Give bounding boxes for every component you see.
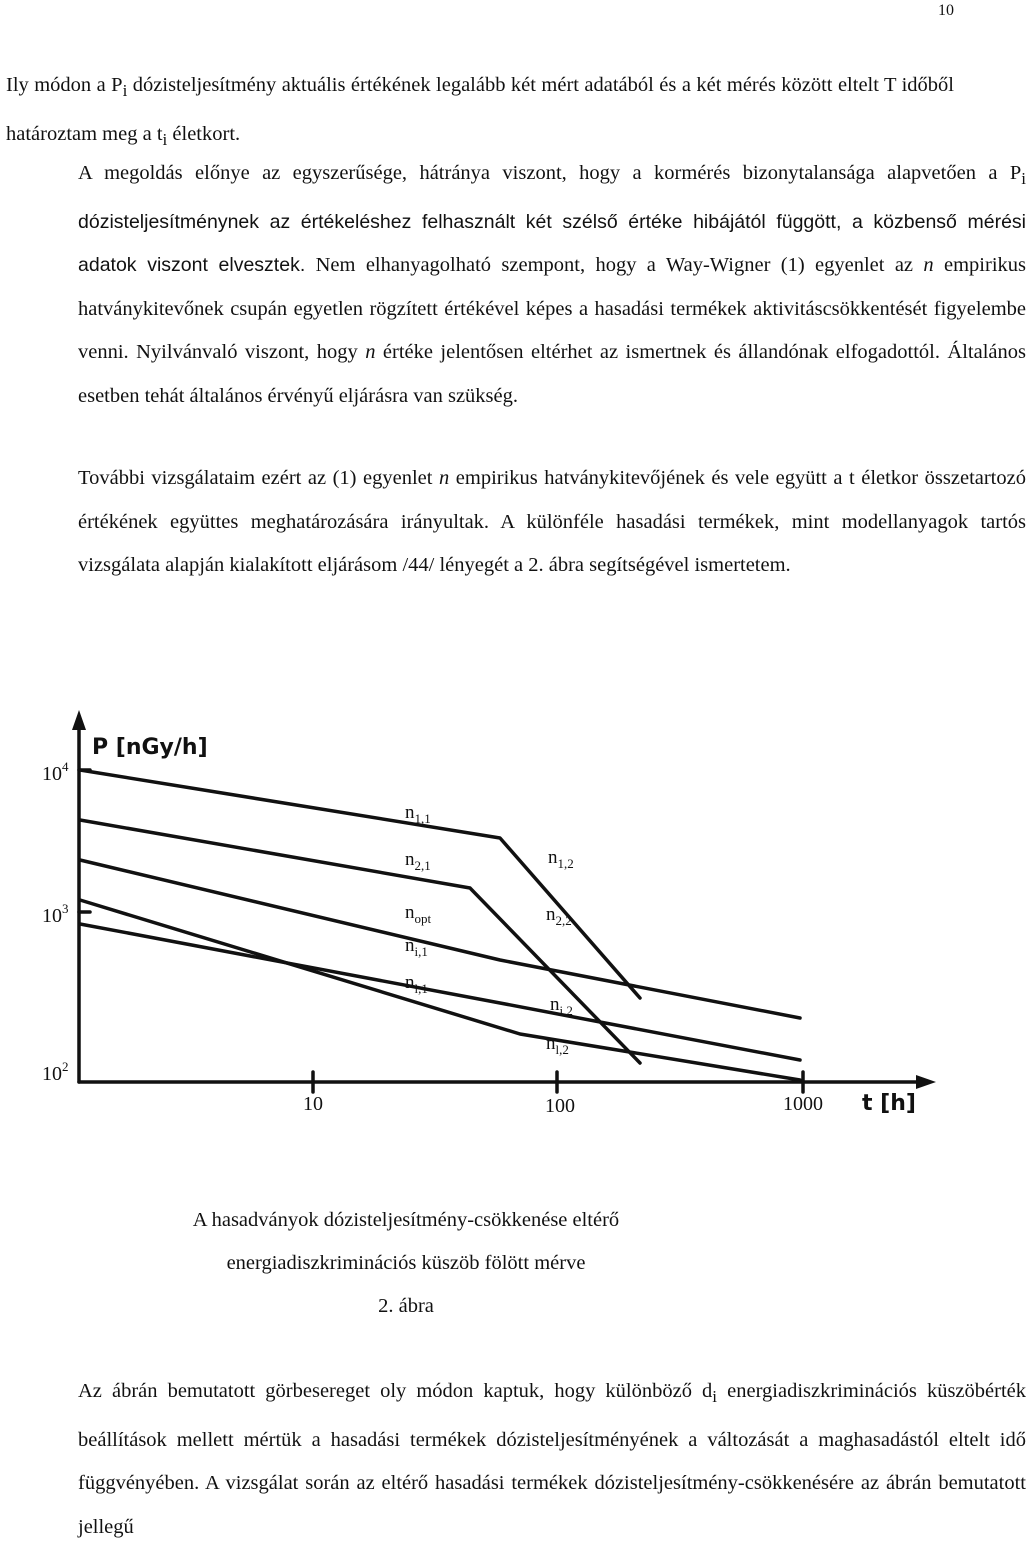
p2-text-b: dózisteljesítménynek az értékeléshez felhasznált két szélső értéke hibájától függött, a közbenső mérési adatok viszont elvesztek. xyxy=(78,210,1026,277)
y-tick-label-3: $10^2$ xyxy=(42,1059,69,1085)
paragraph-2 xyxy=(6,152,1026,419)
curve-label-n11: $n_{1,1}$ xyxy=(405,802,431,826)
p1-text-c: életkort. xyxy=(167,122,241,145)
x-tick-label-1: 10 xyxy=(303,1093,323,1115)
y-axis-title: P [nGy/h] xyxy=(92,735,208,760)
paragraph-1 xyxy=(6,64,954,161)
curve-label-n22: $n_{2,2}$ xyxy=(546,904,572,928)
paragraph-4 xyxy=(6,1370,1026,1549)
p2-text-a: A megoldás előnye az egyszerűsége, hátránya viszont, hogy a kormérés bizonytalansága alapvetően a P xyxy=(78,162,1022,184)
p1-text-a: Ily módon a P xyxy=(6,74,123,96)
figure-number: 2. ábra xyxy=(378,1295,434,1317)
x-tick-label-3: 1000 xyxy=(783,1093,823,1115)
x-axis-arrow xyxy=(916,1075,936,1089)
p1-sub-a: i xyxy=(122,81,128,101)
p2-text-c: Nem elhanyagolható szempont, hogy a Way-Wigner (1) egyenlet az xyxy=(305,254,924,277)
curve-label-ni1: $n_{i,1}$ xyxy=(405,935,428,959)
p2-n-symbol-2: n xyxy=(365,341,376,364)
x-axis-title: t [h] xyxy=(862,1091,916,1116)
figure-caption-line-1: A hasadványok dózisteljesítmény-csökkenése eltérő xyxy=(192,1209,620,1231)
curve-n1 xyxy=(80,770,640,998)
p2-text-d: empirikus hatványkitevőnek csupán egyetlen rögzített értékével képes a hasadási termékek aktivitáscsökkentését figyelembe venni. Nyilvánvaló viszont, hogy xyxy=(78,254,1026,364)
p4-text-b: energiadiszkriminációs küszöbérték beállítások mellett mértük a hasadási termékek dózisteljesítményének a változását a maghasadástól eltelt idő függvényében. A vizsgálat során az eltérő hasadási termékek dózisteljesítmény-csökkenésére az ábrán bemutatott jellegű xyxy=(78,1380,1026,1538)
p4-text-a: Az ábrán bemutatott görbesereget oly módon kaptuk, hogy különböző d xyxy=(78,1380,713,1402)
curve-label-nopt: $n_{opt}$ xyxy=(405,902,432,926)
paragraph-3 xyxy=(6,457,1026,588)
curve-label-ni2: $n_{i,2}$ xyxy=(550,994,573,1018)
p2-sub-a: i xyxy=(1021,169,1026,189)
curve-label-n12: $n_{1,2}$ xyxy=(548,847,574,871)
x-tick-label-2: 100 xyxy=(545,1095,575,1117)
curve-label-n21: $n_{2,1}$ xyxy=(405,849,431,873)
curve-label-nl2: $n_{l,2}$ xyxy=(546,1033,569,1057)
y-tick-label-2: $10^3$ xyxy=(42,901,69,927)
p3-n-symbol: n xyxy=(439,467,450,489)
curve-label-nl1: $n_{l,1}$ xyxy=(405,972,428,996)
figure-dose-rate-diagram xyxy=(0,660,960,1130)
p1-sub-b: i xyxy=(162,129,168,149)
y-axis-arrow xyxy=(72,710,86,730)
p3-text-a: További vizsgálataim ezért az (1) egyenlet xyxy=(78,467,439,489)
p3-text-b: empirikus hatványkitevőjének és vele együtt a t életkor összetartozó értékének együttes meghatározására irányultak. A különféle hasadási termékek, mint modellanyagok tartós vizsgálata alapján kialakított eljárásom /44/ lényegét a 2. ábra segítségével ismertetem. xyxy=(78,467,1026,577)
p4-sub-a: i xyxy=(712,1387,718,1407)
y-tick-label-1: $10^4$ xyxy=(42,759,69,785)
p2-n-symbol-1: n xyxy=(923,254,934,277)
p2-text-e: értéke jelentősen eltérhet az ismertnek és állandónak elfogadottól. Általános esetben tehát általános érvényű eljárásra van szükség. xyxy=(78,341,1026,408)
page-number: 10 xyxy=(938,2,954,19)
p1-text-b: dózisteljesítmény aktuális értékének legalább két mért adatából és a két mérés között eltelt T időből határoztam meg a t xyxy=(6,74,955,145)
figure-caption-line-2: energiadiszkriminációs küszöb fölött mérve xyxy=(226,1252,586,1274)
